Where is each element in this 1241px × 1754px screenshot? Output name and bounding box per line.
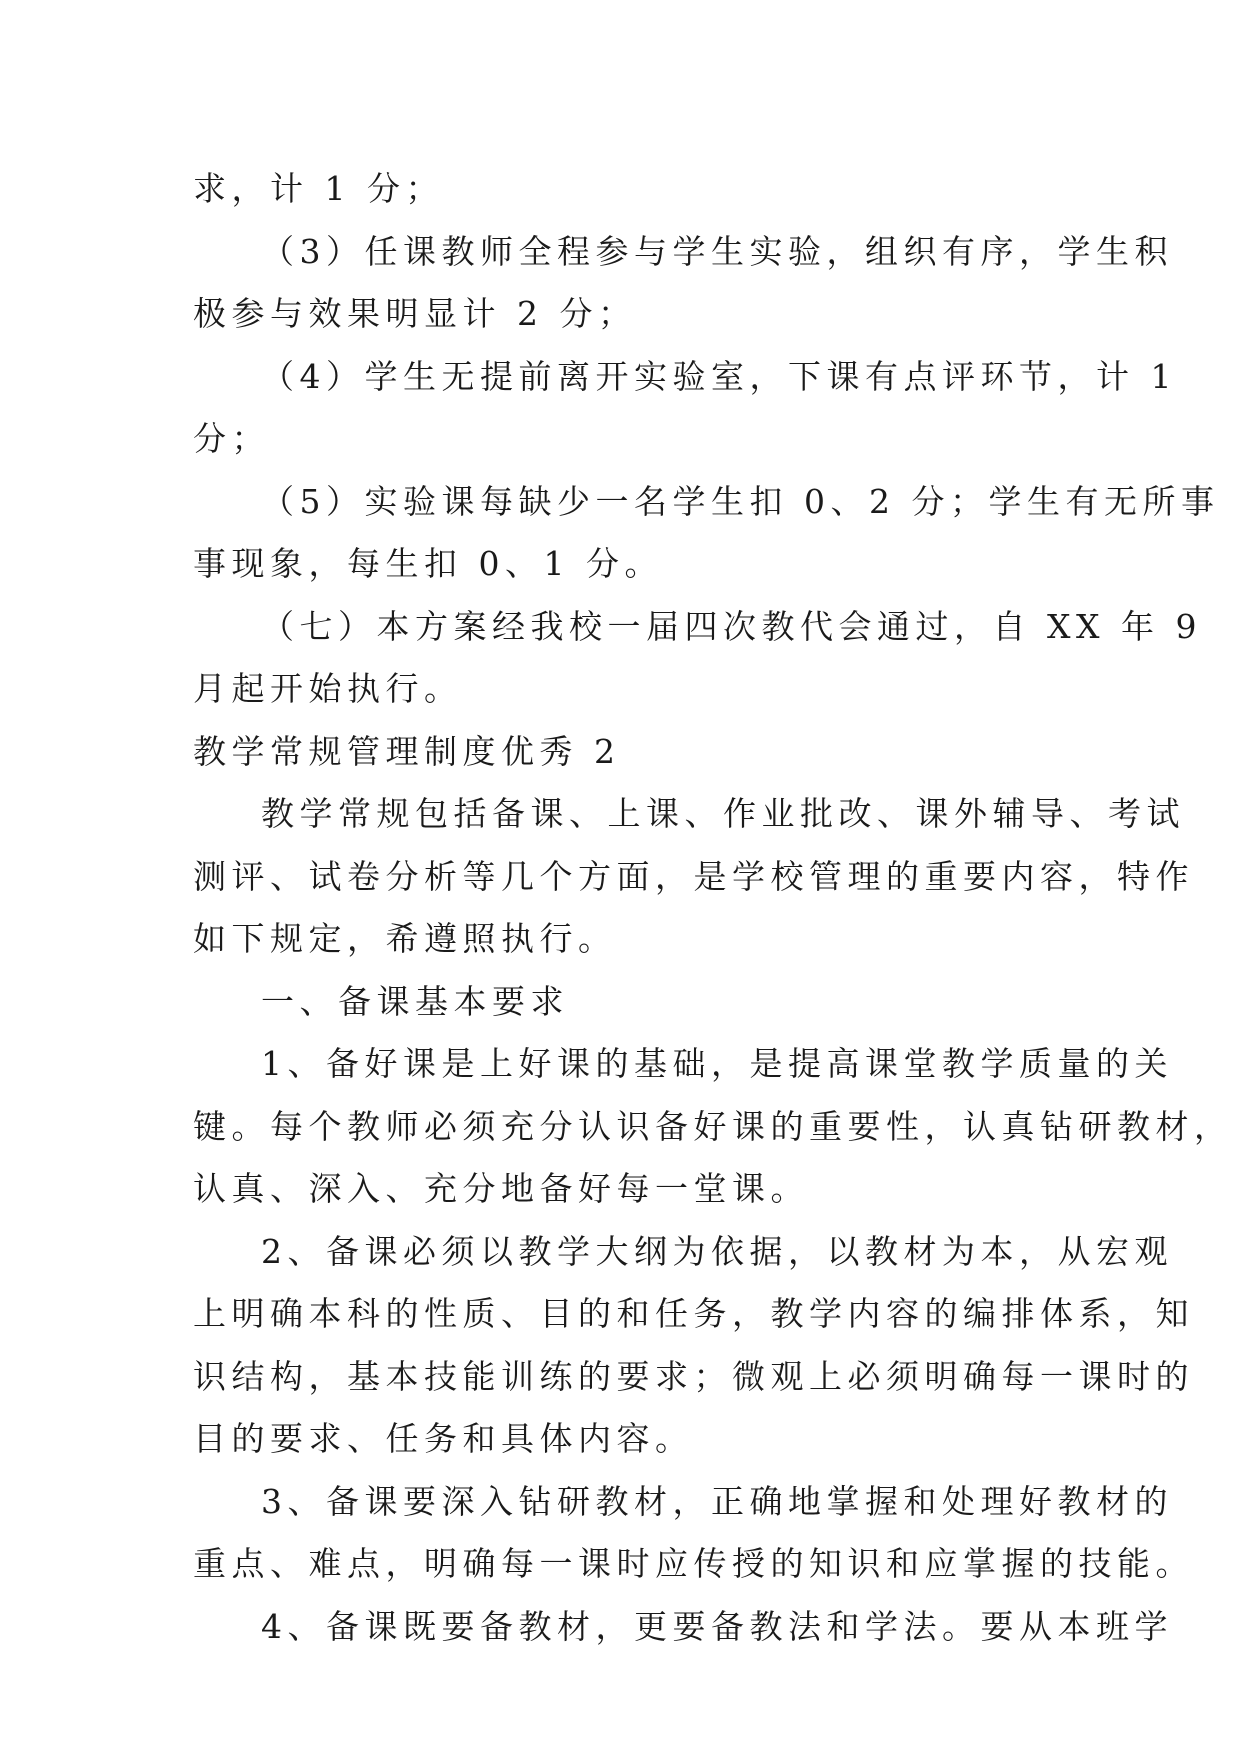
text-line: 测评、试卷分析等几个方面，是学校管理的重要内容，特作 <box>193 856 1194 896</box>
text-line: 极参与效果明显计 2 分； <box>193 294 637 333</box>
text-line: （5）实验课每缺少一名学生扣 0、2 分；学生有无所事 <box>261 481 1220 521</box>
text-line: 3、备课要深入钻研教材，正确地掌握和处理好教材的 <box>261 1481 1173 1521</box>
text-line: 如下规定，希遵照执行。 <box>193 919 617 958</box>
text-line: 认真、深入、充分地备好每一堂课。 <box>193 1169 809 1208</box>
text-line: 月起开始执行。 <box>193 669 463 708</box>
text-line: 求，计 1 分； <box>193 169 444 208</box>
text-line: 事现象，每生扣 0、1 分。 <box>193 544 663 583</box>
text-line: 分； <box>193 419 270 458</box>
text-line: （4）学生无提前离开实验室，下课有点评环节，计 1 <box>261 356 1177 396</box>
text-line: 教学常规包括备课、上课、作业批改、课外辅导、考试 <box>261 794 1185 833</box>
text-line: 1、备好课是上好课的基础，是提高课堂教学质量的关 <box>261 1044 1173 1083</box>
text-line: 键。每个教师必须充分认识备好课的重要性，认真钻研教材， <box>193 1106 1233 1146</box>
text-line: 重点、难点，明确每一课时应传授的知识和应掌握的技能。 <box>193 1544 1194 1583</box>
text-line: 教学常规管理制度优秀 2 <box>193 731 621 771</box>
text-line: （七）本方案经我校一届四次教代会通过，自 XX 年 9 <box>261 606 1202 646</box>
text-line: 4、备课既要备教材，更要备教法和学法。要从本班学 <box>261 1606 1173 1646</box>
text-line: 2、备课必须以教学大纲为依据，以教材为本，从宏观 <box>261 1231 1173 1271</box>
text-line: 一、备课基本要求 <box>261 981 569 1021</box>
text-line: 识结构，基本技能训练的要求；微观上必须明确每一课时的 <box>193 1356 1194 1396</box>
text-line: （3）任课教师全程参与学生实验，组织有序，学生积 <box>261 231 1173 271</box>
text-line: 目的要求、任务和具体内容。 <box>193 1419 694 1458</box>
text-line: 上明确本科的性质、目的和任务，教学内容的编排体系，知 <box>193 1294 1194 1333</box>
document-body <box>193 158 1233 1658</box>
